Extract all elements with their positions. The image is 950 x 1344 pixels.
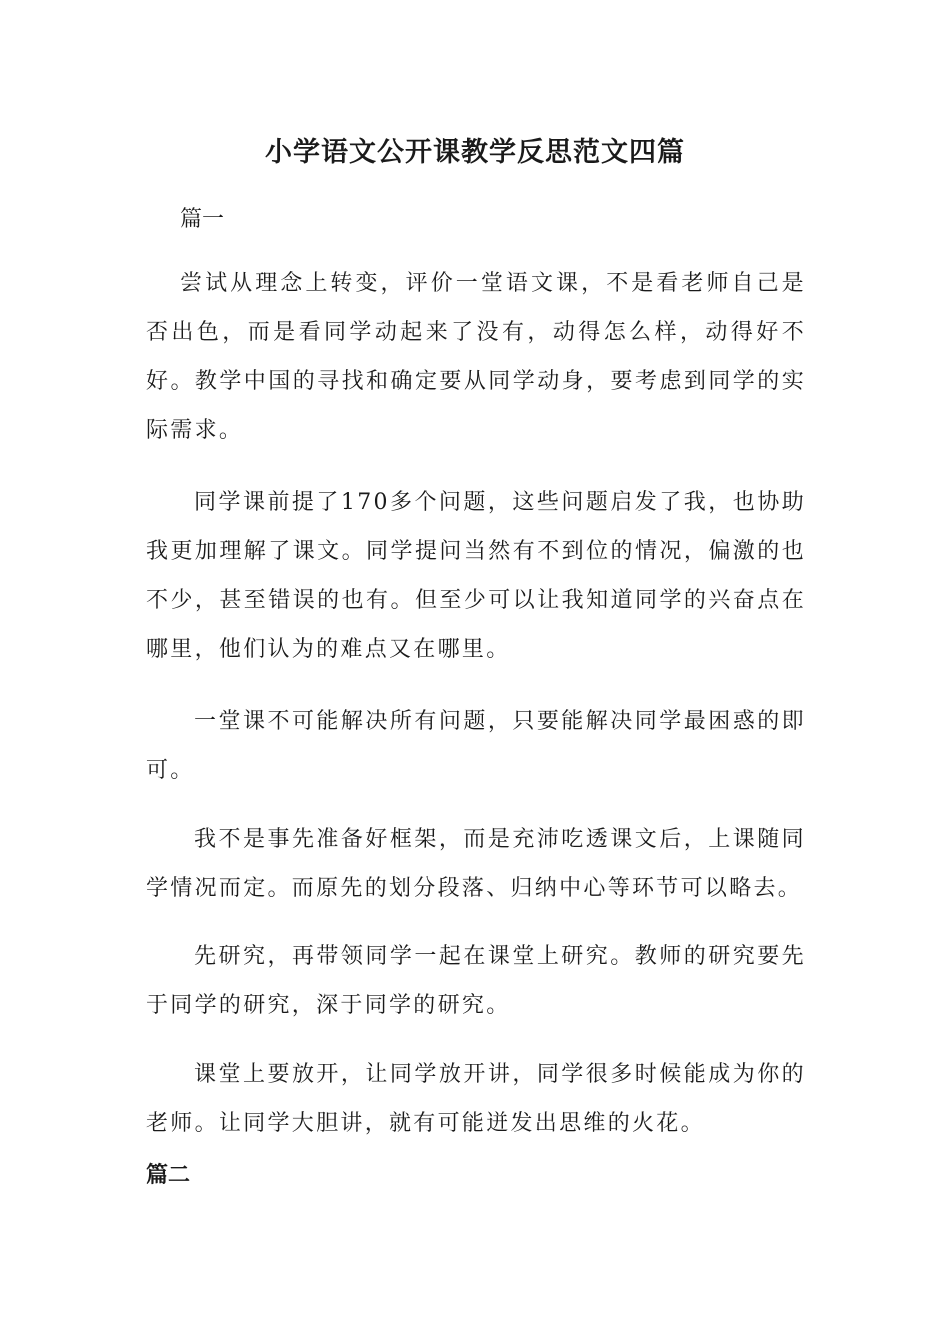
document-title: 小学语文公开课教学反思范文四篇 [265,137,685,168]
paragraph-5: 先研究，再带领同学一起在课堂上研究。教师的研究要先于同学的研究，深于同学的研究。 [146,944,806,1018]
section-heading-1: 篇一 [180,207,225,232]
paragraph-2: 同学课前提了170多个问题，这些问题启发了我，也协助我更加理解了课文。同学提问当然有不到位的情况，偏激的也不少，甚至错误的也有。但至少可以让我知道同学的兴奋点在哪里，他们认为的难点又在哪里。 [146,490,806,662]
paragraph-6: 课堂上要放开，让同学放开讲，同学很多时候能成为你的老师。让同学大胆讲，就有可能迸发出思维的火花。 [146,1062,806,1136]
paragraph-3: 一堂课不可能解决所有问题，只要能解决同学最困惑的即可。 [146,709,806,783]
paragraph-4: 我不是事先准备好框架，而是充沛吃透课文后，上课随同学情况而定。而原先的划分段落、归纳中心等环节可以略去。 [146,827,806,901]
section-heading-2: 篇二 [146,1162,191,1188]
paragraph-1: 尝试从理念上转变，评价一堂语文课，不是看老师自己是否出色，而是看同学动起来了没有，动得怎么样，动得好不好。教学中国的寻找和确定要从同学动身，要考虑到同学的实际需求。 [146,271,806,443]
